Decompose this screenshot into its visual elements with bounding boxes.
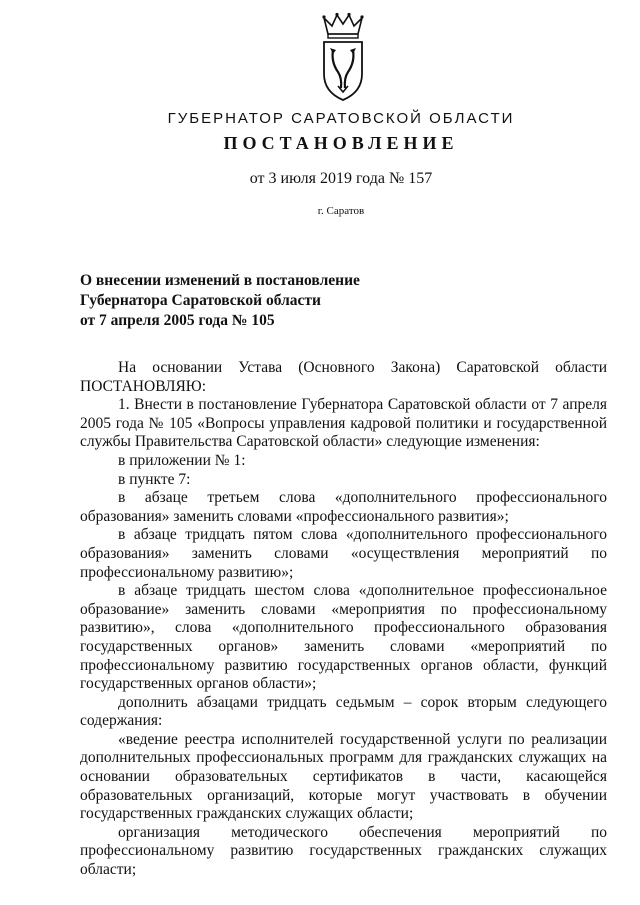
body-paragraph: в абзаце тридцать шестом слова «дополнительное профессиональное образование» заменить словами «мероприятия по профессиональному развитию», слова «дополнительного профессионального образования государственных органов» заменить словами «мероприятий по профессиональному развитию государственных органов области, функций государственных органов области»;: [80, 582, 607, 693]
body-paragraph: дополнить абзацами тридцать седьмым – сорок вторым следующего содержания:: [80, 693, 607, 730]
issuing-authority: ГУБЕРНАТОР САРАТОВСКОЙ ОБЛАСТИ: [167, 110, 515, 127]
body-paragraph: в пункте 7:: [118, 470, 191, 488]
document-subject: [80, 271, 360, 331]
document-type-title: ПОСТАНОВЛЕНИЕ: [223, 133, 459, 153]
body-paragraph: в приложении № 1:: [118, 451, 246, 469]
body-paragraph: в абзаце третьем слова «дополнительного профессионального образования» заменить словами «профессионального развития»;: [80, 489, 607, 525]
subject-line: от 7 апреля 2005 года № 105: [80, 312, 275, 329]
subject-line: Губернатора Саратовской области: [80, 292, 321, 309]
body-paragraph: 1. Внести в постановление Губернатора Саратовской области от 7 апреля 2005 года № 105 «Вопросы управления кадровой политики и государственной службы Правительства Саратовской области» следующие изменения:: [80, 396, 607, 451]
coat-of-arms-icon: [318, 12, 368, 102]
body-paragraph: в абзаце тридцать пятом слова «дополнительного профессионального образования» заменить словами «осуществления мероприятий по профессиональному развитию»;: [80, 526, 607, 581]
body-paragraph: «ведение реестра исполнителей государственной услуги по реализации дополнительных профессиональных программ для гражданских служащих на основании образовательных сертификатов в части, касающейся образовательных организаций, которые могут участвовать в обучении государственных гражданских служащих области;: [80, 730, 607, 823]
document-city: г. Саратов: [317, 205, 365, 217]
body-paragraph: На основании Устава (Основного Закона) Саратовской области ПОСТАНОВЛЯЮ:: [80, 359, 607, 395]
document-date-number: от 3 июля 2019 года № 157: [249, 170, 433, 187]
document-body: [80, 359, 607, 880]
body-paragraph: организация методического обеспечения мероприятий по профессиональному развитию государственных гражданских служащих области;: [80, 823, 607, 879]
subject-line: О внесении изменений в постановление: [80, 272, 360, 289]
